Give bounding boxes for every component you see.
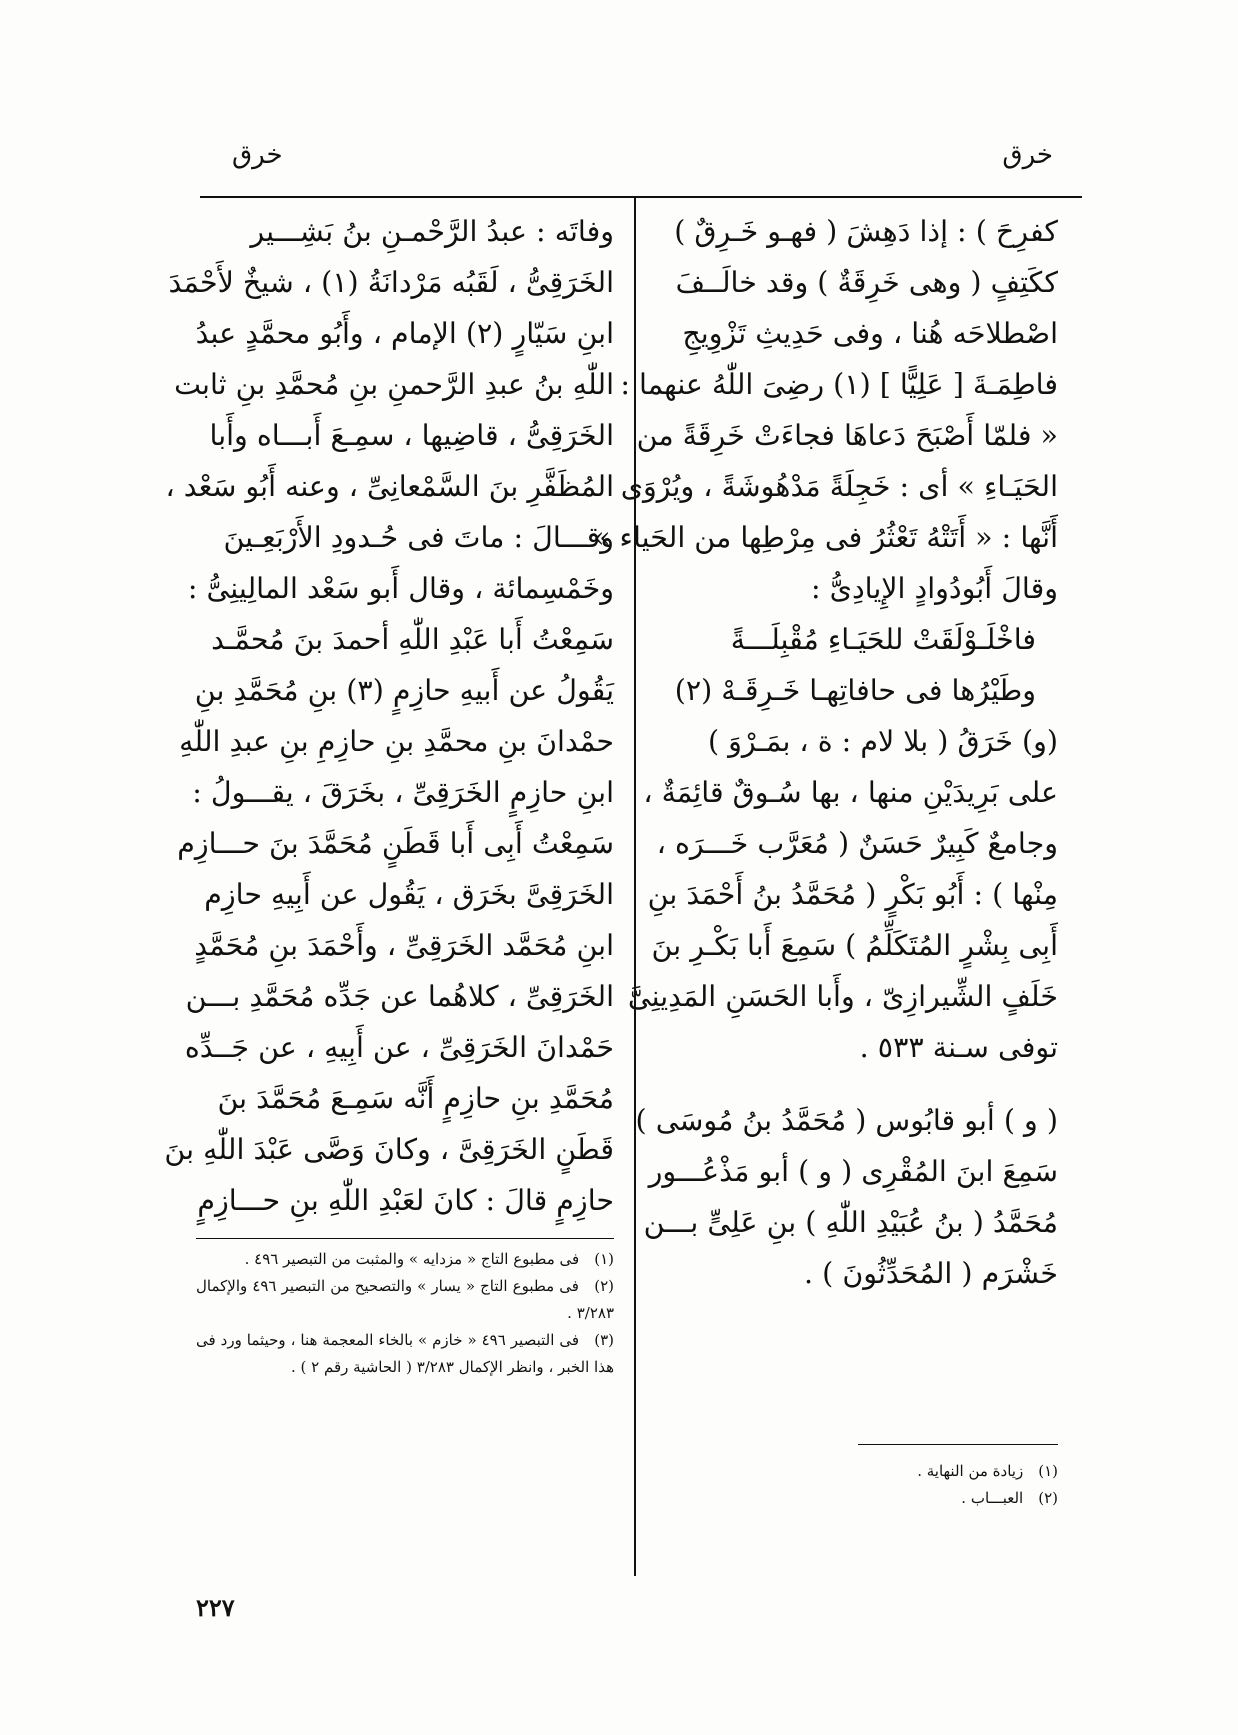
page-number: ٢٢٧ [196, 1593, 235, 1622]
footnote [648, 1485, 1058, 1512]
text-line: فاطِمَـةَ [ عَلِيًّا ] (١) رضِىَ اللّٰهُ عنهما : [620, 368, 1058, 401]
text-line: حَمْدانَ الخَرَقِىِّ ، عن أَبِيهِ ، عن جَــدِّه [184, 1031, 614, 1064]
text-line: ابنِ سَيّارٍ (٢) الإمام ، وأَبُو محمَّدٍ عبدُ [195, 317, 614, 350]
text-line: الخَرَقِىَّ بخَرَق ، يَقُول عن أَبِيهِ حازِم [204, 878, 614, 911]
left-column [164, 206, 614, 1226]
text-line: خَلَفٍ الشِّيرازِىّ ، وأَبا الحَسَنِ المَدِينِىَّ [627, 980, 1058, 1013]
footnote-number: (٣) [594, 1331, 614, 1349]
footnote-text: فى مطبوع التاج « يسار » والتصحيح من التبصير ٤٩٦ والإكمال ٣/٢٨٣ . [196, 1277, 614, 1322]
text-line: ككَتِفٍ ( وهى خَرِقَةٌ ) وقد خالَــفَ [675, 266, 1058, 299]
footnote-text: العبـــاب . [961, 1489, 1024, 1507]
text-line: « فلمّا أَصْبَحَ دَعاهَا فجاءَتْ خَرِقَةً من [636, 419, 1058, 452]
text-line: الحَيَـاءِ » أى : خَجِلَةً مَدْهُوشَةً ، ويُرْوَى [620, 470, 1058, 503]
footnote [196, 1246, 614, 1273]
text-line: أَبِى بِشْرٍ المُتَكَلِّمُ ) سَمِعَ أَبا بَكْـرِ بنَ [651, 929, 1058, 962]
running-header-right: خرق [1002, 140, 1053, 170]
text-line: وخَمْسِمائة ، وقال أَبو سَعْد المالِينِىُّ : [187, 572, 614, 605]
header-rule [200, 196, 1082, 198]
poetry-verse [648, 614, 1058, 716]
text-line: المُظَفَّرِ بنَ السَّمْعانِىِّ ، وعنه أَبُو سَعْد ، [165, 470, 614, 503]
text-line: ( و ) أبو قابُوس ( مُحَمَّدُ بنُ مُوسَى ) [635, 1104, 1058, 1137]
footnote [196, 1327, 614, 1381]
running-header-left: خرق [232, 140, 283, 170]
text-line: سَمِعَ ابنَ المُقْرِى ( و ) أبو مَذْعُـــور [648, 1155, 1058, 1188]
entry-paragraph [635, 1095, 1058, 1299]
footnote-number: (١) [1038, 1462, 1058, 1480]
verse-line: وطَيْرُها فى حافاتِهـا خَـرِقَـهْ (٢) [674, 674, 1036, 707]
text-line: الخَرَقِىِّ ، كلاهُما عن جَدِّه مُحَمَّدِ بـــن [185, 980, 614, 1013]
footnote-number: (٢) [594, 1277, 614, 1295]
footnotes-right [648, 1458, 1058, 1512]
entry-paragraph [164, 206, 614, 1226]
footnotes-left [196, 1246, 614, 1381]
text-line: سَمِعْتُ أَبا عَبْدِ اللّٰهِ أحمدَ بنَ مُحمَّـد [211, 623, 614, 656]
text-line: الخَرَقِىُّ ، قاضِيها ، سمِـعَ أَبـــاه وأَبا [209, 419, 614, 452]
text-line: مُحَمَّدِ بنِ حازِمٍ أَنَّه سَمِـعَ مُحَمَّدَ بنَ [217, 1082, 614, 1115]
text-line: توفى سـنة ٥٣٣ . [859, 1031, 1058, 1064]
text-line: ابنِ مُحَمَّد الخَرَقِىِّ ، وأَحْمَدَ بنِ مُحَمَّدٍ [194, 929, 614, 962]
footnote-text: فى مطبوع التاج « مزدايه » والمثبت من التبصير ٤٩٦ . [244, 1250, 580, 1268]
text-line: وفاتَه : عبدُ الرَّحْمـنِ بنُ بَشِـــير [250, 215, 614, 248]
text-line: اصْطلاحَه هُنا ، وفى حَدِيثِ تَزْوِيجِ [682, 317, 1058, 350]
text-line: اللّٰهِ بنُ عبدِ الرَّحمنِ بنِ مُحمَّدِ بنِ ثابت [174, 368, 614, 401]
entry-paragraph [593, 206, 1058, 614]
text-line: ابنِ حازِمٍ الخَرَقِىِّ ، بخَرَقَ ، يقـــولُ : [192, 776, 614, 809]
verse-line: فاخْلَـوْلَقَتْ للحَيَـاءِ مُقْبِلَـــةً [730, 623, 1036, 656]
text-line: خَشْرَم ( المُحَدِّثُونَ ) . [804, 1257, 1058, 1290]
text-line: وجامعٌ كَبِيرٌ حَسَنٌ ( مُعَرَّب خَـــرَه ، [656, 827, 1058, 860]
text-line: مِنْها ) : أَبُو بَكْرٍ ( مُحَمَّدُ بنُ أَحْمَدَ بنِ [647, 878, 1058, 911]
text-line: كفرِحَ ) : إذا دَهِشَ ( فهـو خَـرِقٌ ) [674, 215, 1058, 248]
footnote-rule-left [196, 1238, 614, 1239]
text-line: حازِمٍ قالَ : كانَ لعَبْدِ اللّٰهِ بنِ حـــازِمٍ [197, 1184, 614, 1217]
footnote-number: (١) [594, 1250, 614, 1268]
text-line: قَطَنٍ الخَرَقِىَّ ، وكانَ وَصَّى عَبْدَ اللّٰهِ بنَ [164, 1133, 614, 1166]
footnote [648, 1458, 1058, 1485]
text-line: وقالَ أَبُودُوادٍ الإِيادِىُّ : [811, 572, 1058, 605]
text-line: (و) خَرَقُ ( بلا لام : ة ، بمَـرْوَ ) [707, 725, 1058, 758]
text-line: على بَرِيدَيْنِ منها ، بها سُـوقٌ قائِمَةٌ ، [643, 776, 1058, 809]
text-line: مُحَمَّدُ ( بنُ عُبَيْدِ اللّٰهِ ) بنِ عَلِىٍّ بـــن [643, 1206, 1058, 1239]
text-line: يَقُولُ عن أَبيهِ حازِمٍ (٣) بنِ مُحَمَّدِ بنِ [194, 674, 614, 707]
footnote-number: (٢) [1038, 1489, 1058, 1507]
entry-paragraph [627, 716, 1058, 1073]
text-line: الخَرَقِىُّ ، لَقَبُه مَرْدانَةُ (١) ، شيخٌ لأَحْمَدَ [168, 266, 614, 299]
text-line: وقـــالَ : ماتَ فى حُـدودِ الأَرْبَعِـينَ [223, 521, 614, 554]
text-line: حمْدانَ بنِ محمَّدِ بنِ حازِمِ بنِ عبدِ اللّٰهِ [179, 725, 614, 758]
text-line: أَنَّها : « أَتَتْهُ تَعْثُرُ فى مِرْطِها من الحَياء » [593, 521, 1058, 554]
text-line: سَمِعْتُ أَبِى أَبا قَطَنٍ مُحَمَّدَ بنَ حـــازِم [177, 827, 614, 860]
right-column [593, 206, 1058, 1299]
footnote-text: فى التبصير ٤٩٦ « خازم » بالخاء المعجمة هنا ، وحيثما ورد فى هذا الخبر ، وانظر الإكمال ٣/٢٨٣ ( الحاشية رقم ٢ ) . [196, 1331, 614, 1376]
footnote-rule-right [858, 1444, 1058, 1445]
footnote [196, 1273, 614, 1327]
footnote-text: زيادة من النهاية . [917, 1462, 1024, 1480]
